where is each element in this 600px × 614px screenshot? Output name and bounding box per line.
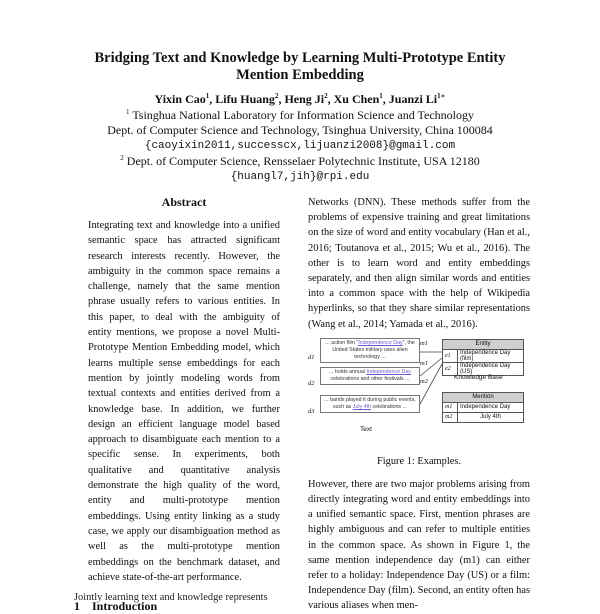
affiliation-sup: 1 — [126, 107, 130, 116]
table-cell: e2 — [443, 362, 458, 375]
author-name: Lifu Huang — [215, 92, 275, 106]
author-name: Xu Chen — [333, 92, 380, 106]
doc-link: July 4th — [352, 403, 372, 410]
title-line-1: Bridging Text and Knowledge by Learning Multi-Prototype Entity — [94, 50, 506, 66]
table-cell: Independence Day (film) — [458, 349, 524, 362]
table-row — [443, 412, 524, 422]
table-cell: m2 — [443, 412, 458, 422]
table-cell: m1 — [443, 402, 458, 412]
right-column — [308, 195, 530, 614]
paragraph-2: However, there are two major problems arising from directly integrating word and entity embeddings into a unified semantic space. First, mention phrases are highly ambiguous and can refer to multiple entities in the common space. As shown in Figure 1, the same mention independence day (m1) can either refer to a holiday: Independence Day (US) or a film: Independence Day (film). Second, an entity often has various aliases when men- — [308, 478, 530, 612]
author-sup: 1 — [379, 92, 383, 100]
section-title: Introduction — [92, 599, 158, 614]
figure-1 — [308, 338, 530, 450]
doc-text: ... holds annual — [329, 368, 367, 375]
doc-text: ... bands played it during public events, such as — [324, 396, 416, 410]
section-number: 1 — [74, 599, 80, 614]
author-sup: 1∗ — [437, 92, 446, 100]
author-names: Yixin Cao$^1$, Lifu Huang$^2$, Heng Ji$^2$, Xu Chen$^1$, Juanzi $Li^{1∗}$ — [154, 92, 446, 106]
affiliation-2 — [60, 154, 540, 170]
author-name: Yixin Cao — [154, 92, 206, 106]
abstract-heading: Abstract — [161, 195, 207, 209]
arrow-label: m2 — [420, 377, 428, 385]
doc-link: Independence Day — [358, 339, 403, 346]
arrow-label: m1 — [420, 339, 428, 347]
mention-table-header: Mention — [443, 392, 524, 402]
table-cell: July 4th — [458, 412, 524, 422]
entity-table — [442, 339, 524, 376]
affiliation-1-dept: Dept. of Computer Science and Technology, Tsinghua University, China 100084 — [107, 123, 493, 138]
text-label: Text — [360, 425, 372, 433]
mention-table — [442, 392, 524, 423]
author-block — [60, 92, 540, 186]
table-row — [443, 349, 524, 362]
abstract-text: Integrating text and knowledge into a unified semantic space has attracted significant research interests recently. However, the ambiguity in the common space remains a challenge, namely that the same mention phrase usually refers to various entities. In this paper, to deal with the ambiguity of entity mentions, we propose a novel Multi-Prototype Mention Embedding model, which learns multiple sense embeddings for each mention by jointly modeling words from textual contexts and entities derived from a knowledge base. In addition, we further design an efficient language model based approach to disambiguate each mention to a specific sense. In experiments, both qualitative and quantitative analysis demonstrate the high quality of the word, entity and multi-prototype mention embeddings. Using entity linking as a study case, we apply our disambiguation method as well as the multi-prototype mention embeddings on the benchmark dataset, and achieve state-of-the-art performance. — [88, 220, 280, 583]
affiliation-sup: 2 — [120, 154, 124, 163]
figure-caption: Figure 1: Examples. — [377, 455, 461, 467]
title-line-2: Mention Embedding — [236, 67, 364, 83]
author-sup: 2 — [324, 92, 328, 100]
table-cell: Independence Day (US) — [458, 362, 524, 375]
table-row — [443, 402, 524, 412]
table-cell: Independence Day — [458, 402, 524, 412]
doc-text: celebrations and other festivals ... — [330, 375, 410, 382]
author-name: Juanzi Li — [388, 92, 438, 106]
email-2: {huangl7,jih}@rpi.edu — [230, 170, 370, 183]
author-sup: 2 — [274, 92, 279, 100]
left-column — [74, 195, 294, 614]
paper-title — [80, 50, 520, 84]
doc-label: d2 — [308, 379, 315, 387]
author-sup: 1 — [205, 92, 210, 100]
author-name: Heng Ji — [284, 92, 325, 106]
table-cell: e1 — [443, 349, 458, 362]
email-1: {caoyixin2011,successcx,lijuanzi2008}@gmail.com — [144, 139, 456, 152]
kb-label: Knowledge Base — [454, 373, 503, 381]
affiliation-2-text: Dept. of Computer Science, Rensselaer Polytechnic Institute, USA 12180 — [126, 154, 480, 169]
affiliation-1-text: Tsinghua National Laboratory for Information Science and Technology — [132, 107, 474, 122]
doc-label: d3 — [308, 407, 315, 415]
doc-label: d1 — [308, 353, 315, 361]
doc-text: ... action film “ — [325, 339, 359, 346]
paragraph-1: Networks (DNN). These methods suffer from the problems of expensive training and great limitations on the size of word and entity vocabulary (Han et al., 2016; Toutanova et al., 2015; Wu et al., 2016). The other is to learn word and entity embeddings separately, and then align similar words and entities into a common space with the help of Wikipedia hyperlinks, so that they share similar representations (Wang et al., 2014; Yamada et al., 2016). — [308, 197, 530, 330]
arrow-label: m1 — [420, 359, 428, 367]
doc-text: celebrations ... — [371, 403, 407, 410]
doc-link: Independence Day — [366, 368, 411, 375]
entity-table-header: Entity — [443, 339, 524, 349]
affiliation-1 — [60, 108, 540, 124]
doc-text: ”, the United States military uses alien technology ... — [332, 339, 415, 360]
intro-first-line: Jointly learning text and knowledge represents — [74, 592, 268, 603]
